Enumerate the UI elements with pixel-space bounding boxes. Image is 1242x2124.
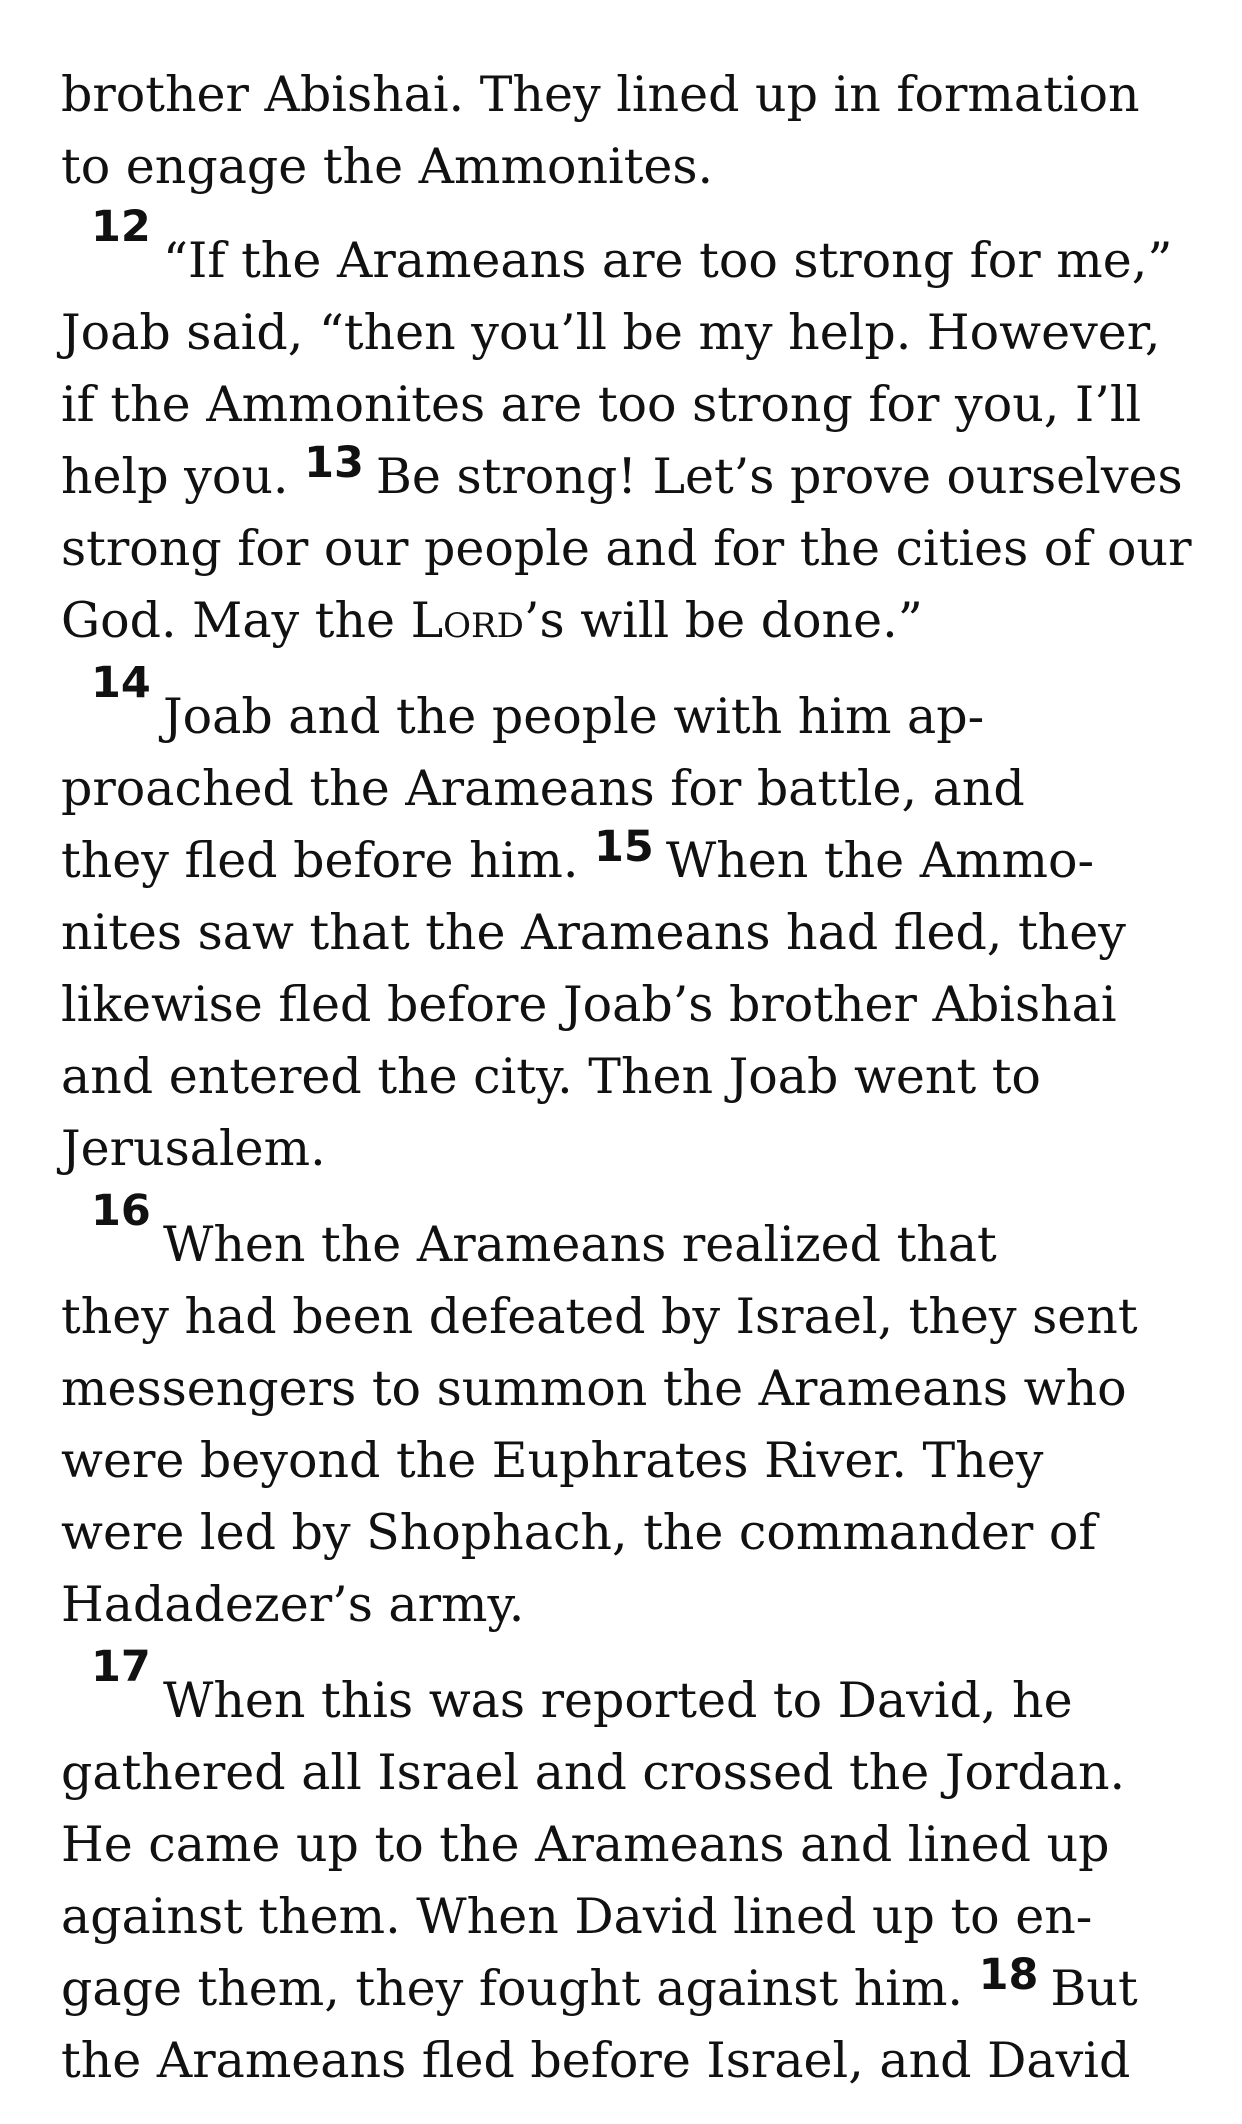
text-line [61,976,1117,1033]
line-text: When this was reported to David, he [163,1672,1073,1729]
line-text: against them. When David lined up to en- [61,1888,1093,1945]
text-line [61,1360,1127,1417]
line-text: Joab and the people with him ap- [163,688,985,745]
verse-number-15: 15 [593,822,654,872]
text-line [61,822,1095,889]
verse-number-12: 12 [91,202,151,252]
text-line [61,1576,525,1633]
text-line [61,520,1192,577]
line-text: the Arameans fled before Israel, and David [61,2032,1131,2089]
text-line [61,1888,1093,1945]
line-text: God. May the [61,592,411,649]
text-line [61,1048,1041,1105]
text-line [61,1816,1110,1873]
line-text: He came up to the Arameans and lined up [61,1816,1110,1873]
line-text: When the Arameans realized that [163,1216,997,1273]
verse-number-16: 16 [91,1186,151,1236]
text-line [61,1120,326,1177]
line-text: Be strong! Let’s prove ourselves [375,448,1183,505]
text-line [163,1672,1073,1729]
line-text: were led by Shophach, the commander of [61,1504,1097,1561]
text-line [163,1216,997,1273]
line-text: they fled before him. [61,832,579,889]
line-text: strong for our people and for the cities of our [61,520,1192,577]
text-line [163,232,1173,289]
text-line [61,1432,1044,1489]
verse-number-17: 17 [91,1642,151,1692]
line-text: Joab said, “then you’ll be my help. However, [61,304,1161,361]
line-text: were beyond the Euphrates River. They [61,1432,1044,1489]
line-text: Jerusalem. [61,1120,326,1177]
verse-number-13: 13 [304,438,364,488]
line-text: if the Ammonites are too strong for you, I’ll [61,376,1142,433]
text-line [61,138,714,195]
verse-number-18: 18 [978,1950,1039,2000]
line-text: messengers to summon the Arameans who [61,1360,1127,1417]
line-text: When the Ammo- [665,832,1095,889]
text-line [61,1744,1126,1801]
text-line [61,1950,1138,2017]
line-text: ’s will be done.” [523,592,923,649]
line-text: nites saw that the Arameans had fled, they [61,904,1126,961]
line-text: likewise fled before Joab’s brother Abishai [61,976,1117,1033]
line-text: Hadadezer’s army. [61,1576,525,1633]
line-text: brother Abishai. They lined up in formation [61,66,1140,123]
text-line [61,376,1142,433]
line-text: help you. [61,448,289,505]
verse-number-14: 14 [91,658,151,708]
line-text: gage them, they fought against him. [61,1960,963,2017]
divine-name: Lord [410,592,524,649]
text-line [61,438,1183,505]
line-text: proached the Arameans for battle, and [61,760,1025,817]
line-text: “If the Arameans are too strong for me,” [163,232,1173,289]
line-text: gathered all Israel and crossed the Jordan. [61,1744,1126,1801]
line-text: But [1050,1960,1138,2017]
text-line [163,688,985,745]
line-text: and entered the city. Then Joab went to [61,1048,1041,1105]
text-line [61,304,1161,361]
text-line [61,1504,1097,1561]
line-text: they had been defeated by Israel, they sent [61,1288,1138,1345]
text-line [61,66,1140,123]
text-line [61,760,1025,817]
text-line [61,592,923,649]
line-text: to engage the Ammonites. [61,138,714,195]
text-line [61,904,1126,961]
text-line [61,1288,1138,1345]
text-line [61,2032,1131,2089]
